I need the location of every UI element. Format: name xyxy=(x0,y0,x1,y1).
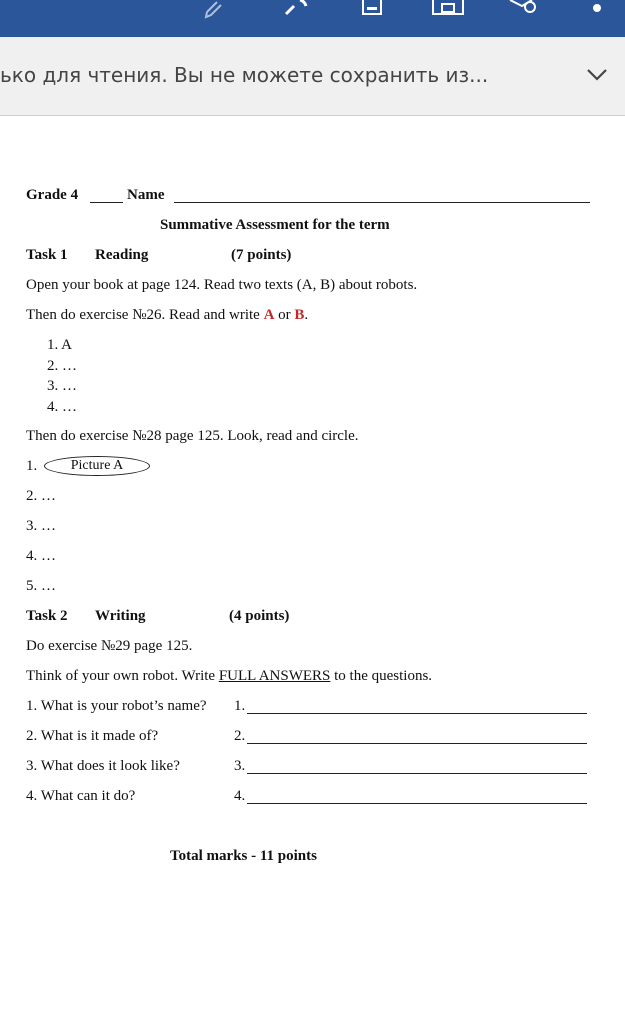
task1-label: Task 1 xyxy=(26,247,68,263)
task2-instruction-2-text: Think of your own robot. Write xyxy=(26,668,219,684)
task1-points: (7 points) xyxy=(231,247,292,263)
task1-skill: Reading xyxy=(95,247,149,263)
list-item: 1. A xyxy=(47,337,73,353)
pen-icon[interactable] xyxy=(203,0,229,20)
document-page xyxy=(0,116,625,1031)
task1-instruction-2 xyxy=(26,306,308,324)
task2-skill: Writing xyxy=(95,608,146,624)
page-title: Summative Assessment for the term xyxy=(160,217,390,233)
option-b: B xyxy=(294,307,305,323)
question-text: 1. What is your robot’s name? xyxy=(26,698,207,714)
chevron-down-icon[interactable] xyxy=(586,68,608,82)
task1-instruction-2-text: Then do exercise №26. Read and write xyxy=(26,307,264,323)
task2-instruction-2 xyxy=(26,667,432,685)
share-icon[interactable] xyxy=(506,0,538,18)
search-icon[interactable] xyxy=(280,0,314,20)
task1-instruction-3: Then do exercise №28 page 125. Look, read and circle. xyxy=(26,428,359,444)
question-text: 4. What can it do? xyxy=(26,788,136,804)
save-icon[interactable] xyxy=(361,0,383,18)
total-marks: Total marks - 11 points xyxy=(170,848,317,864)
circled-answer: Picture A xyxy=(44,456,150,476)
list-item: 4. … xyxy=(26,548,56,564)
list-item: 5. … xyxy=(26,578,56,594)
answer-line xyxy=(247,743,587,744)
task2-instruction-1: Do exercise №29 page 125. xyxy=(26,638,193,654)
name-label: Name xyxy=(127,187,165,203)
answer-number: 4. xyxy=(234,788,246,804)
grade-blank xyxy=(90,202,123,203)
answer-number: 3. xyxy=(234,758,246,774)
read-mode-icon[interactable] xyxy=(431,0,465,18)
option-a: A xyxy=(263,307,275,323)
list-item: 3. … xyxy=(47,378,77,394)
name-blank xyxy=(174,202,590,203)
question-text: 2. What is it made of? xyxy=(26,728,159,744)
task2-label: Task 2 xyxy=(26,608,68,624)
more-options-icon[interactable] xyxy=(590,0,604,18)
or-word: or xyxy=(274,307,295,323)
answer-line xyxy=(247,773,587,774)
answer-number: 2. xyxy=(234,728,246,744)
list-item: 2. … xyxy=(26,488,56,504)
grade-label: Grade 4 xyxy=(26,187,79,203)
task2-instruction-2-end: to the questions. xyxy=(330,668,433,684)
read-only-message: ько для чтения. Вы не можете сохранить из... xyxy=(0,63,489,87)
answer-line xyxy=(247,713,587,714)
task2-points: (4 points) xyxy=(229,608,290,624)
app-toolbar xyxy=(0,0,625,37)
answer-number: 1. xyxy=(234,698,246,714)
period: . xyxy=(304,307,309,323)
circle-item-number: 1. xyxy=(26,458,38,474)
answer-line xyxy=(247,803,587,804)
full-answers-emphasis: FULL ANSWERS xyxy=(218,668,331,684)
question-text: 3. What does it look like? xyxy=(26,758,180,774)
list-item: 2. … xyxy=(47,358,77,374)
task1-instruction-1: Open your book at page 124. Read two texts (A, B) about robots. xyxy=(26,277,418,293)
list-item: 3. … xyxy=(26,518,56,534)
list-item: 4. … xyxy=(47,399,77,415)
read-only-notice-bar[interactable] xyxy=(0,37,625,116)
